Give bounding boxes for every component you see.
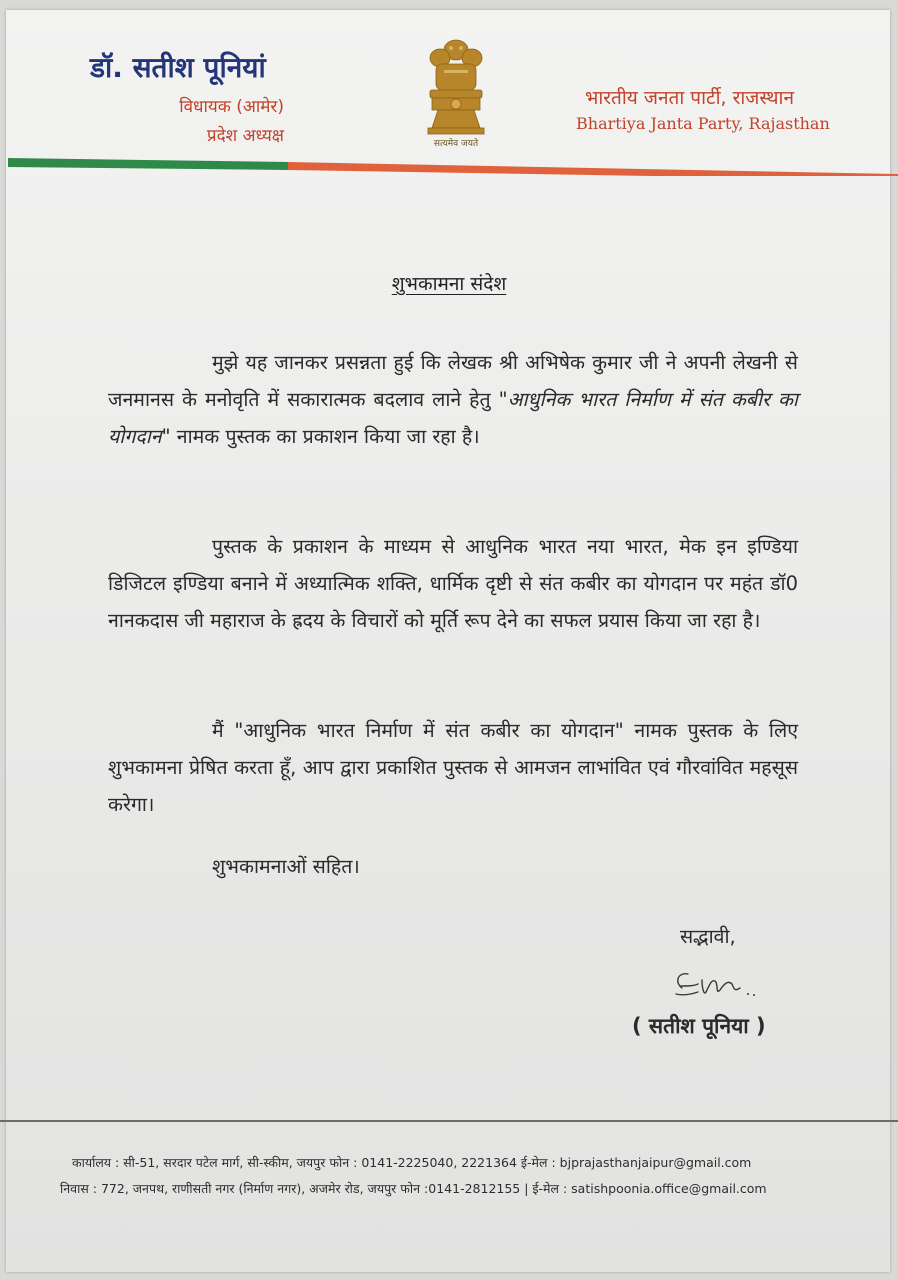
letter-sheet <box>6 10 890 1272</box>
paragraph-1-text: मुझे यह जानकर प्रसन्नता हुई कि लेखक श्री अभिषेक कुमार जी ने अपनी लेखनी से जनमानस के मनोवृति में सकारात्मक बदलाव लाने हेतु <box>108 351 798 411</box>
paragraph-3 <box>108 712 798 823</box>
letter-title: शुभकामना संदेश <box>391 273 507 295</box>
letterhead-post: प्रदेश अध्यक्ष <box>206 126 284 146</box>
party-name-hindi: भारतीय जनता पार्टी, राजस्थान <box>585 87 794 109</box>
paragraph-3-text: मैं "आधुनिक भारत निर्माण में संत कबीर का योगदान" नामक पुस्तक के लिए शुभकामना प्रेषित करता हूँ, आप द्वारा प्रकाशित पुस्तक से आमजन लाभांवित एवं गौरवांवित महसूस करेगा। <box>108 719 798 816</box>
paragraph-2-text: पुस्तक के प्रकाशन के माध्यम से आधुनिक भारत नया भारत, मेक इन इण्डिया डिजिटल इण्डिया बनाने में अध्यात्मिक शक्ति, धार्मिक दृष्टी से संत कबीर का योगदान पर महंत डॉ0 नानकदास जी महाराज के ह्रदय के विचारों को मूर्ति रूप देने का सफल प्रयास किया जा रहा है। <box>108 535 798 632</box>
signer-name: ( सतीश पूनिया ) <box>632 1014 766 1038</box>
header-divider <box>8 158 898 176</box>
letterhead-name: डॉ. सतीश पूनियां <box>90 51 266 84</box>
paragraph-1-end: नामक पुस्तक का प्रकाशन किया जा रहा है। <box>170 425 480 448</box>
closing-wish: शुभकामनाओं सहित। <box>212 855 360 878</box>
handwritten-signature <box>668 962 788 1006</box>
letterhead-designation: विधायक (आमेर) <box>179 97 284 117</box>
regards: सद्भावी, <box>680 925 736 948</box>
paragraph-2 <box>108 528 798 639</box>
footer-residence-address: निवास : 772, जनपथ, राणीसती नगर (निर्माण नगर), अजमेर रोड, जयपुर फोन :0141-2812155 | ई-मेल : satishpoonia.office@gmail.com <box>60 1181 767 1196</box>
paragraph-1 <box>108 344 798 455</box>
footer-office-address: कार्यालय : सी-51, सरदार पटेल मार्ग, सी-स्कीम, जयपुर फोन : 0141-2225040, 2221364 ई-मेल : bjprajasthanjaipur@gmail.com <box>72 1155 752 1170</box>
emblem-motto: सत्यमेव जयते <box>433 139 479 149</box>
ashoka-emblem-icon <box>418 36 494 148</box>
book-title: "आधुनिक भारत निर्माण में संत कबीर का योगदान" <box>108 388 798 448</box>
footer-divider <box>0 1120 898 1122</box>
party-name-english: Bhartiya Janta Party, Rajasthan <box>576 114 830 133</box>
